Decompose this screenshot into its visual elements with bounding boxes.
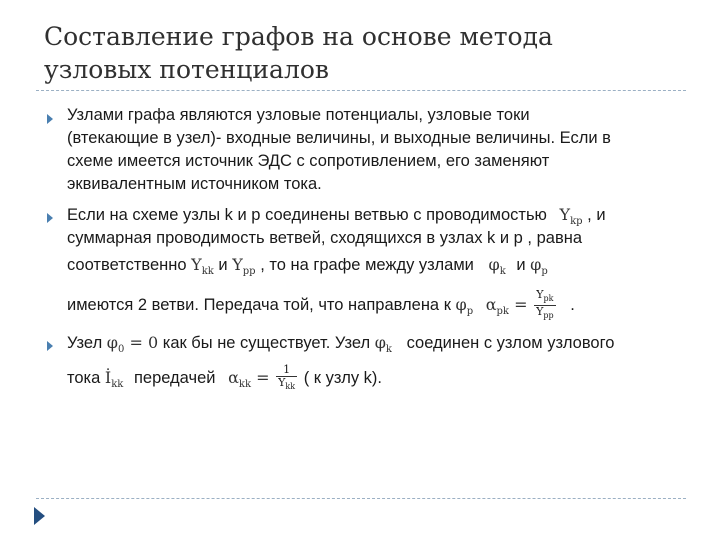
- bullet-2-marker-icon: [47, 213, 53, 223]
- bullet-3-line-1: [67, 331, 614, 361]
- bullet-3-line-1-text-b: как бы не существует. Узел: [162, 334, 371, 352]
- fraction-numerator: $Y_{pk}$: [534, 289, 556, 306]
- bullet-1-line-4: эквивалентным источником тока.: [67, 175, 322, 193]
- bullet-2-line-4: [67, 289, 575, 323]
- formula-phi-p-2: $\varphi_p$: [455, 295, 474, 318]
- formula-ykp: $Y_{kp}$: [559, 205, 583, 228]
- bullet-3-marker-icon: [47, 341, 53, 351]
- bullet-3-line-2: [67, 364, 382, 396]
- slide-title: [44, 20, 684, 86]
- bullet-2-line-2: суммарная проводимость ветвей, сходящихся в узлах k и p , равна: [67, 229, 583, 247]
- bullet-2-line-3-text-b: , то на графе между узлами: [260, 256, 474, 274]
- bullet-3-line-2-text-c: ( к узлу k).: [303, 368, 382, 387]
- formula-phi-p: $\varphi_p$: [530, 255, 548, 278]
- formula-phi-k: $\varphi_k$: [488, 255, 506, 278]
- fraction-numerator: 1: [276, 364, 297, 377]
- formula-alpha-kk: $\alpha_{kk}$ =: [228, 367, 270, 391]
- fraction-denominator: $Y_{pp}$: [536, 305, 554, 321]
- bullet-3-line-2-text-a: тока: [67, 368, 101, 387]
- bullet-2-line-4-text: имеются 2 ветви. Передача той, что направлена к: [67, 296, 451, 315]
- bullet-1-line-2: (втекающие в узел)- входные величины, и выходные величины. Если в: [67, 129, 611, 147]
- bullet-3-line-1-text-a: Узел: [67, 334, 103, 352]
- formula-phi-0: $\varphi_0 = 0$: [106, 333, 159, 356]
- bullet-1-line-3: схеме имеется источник ЭДС с сопротивлением, его заменяют: [67, 152, 550, 170]
- fraction-denominator: $Y_{kk}$: [278, 376, 296, 392]
- bullet-2-line-3-text-a: соответственно: [67, 256, 187, 274]
- formula-ykk: $Y_{kk}$: [191, 255, 214, 278]
- title-line-1: Составление графов на основе метода: [44, 22, 553, 51]
- bullet-2-line-1-end: , и: [587, 206, 606, 224]
- bullet-2-line-3: [67, 253, 548, 283]
- bottom-divider: [36, 498, 686, 499]
- title-line-2: узловых потенциалов: [44, 55, 329, 84]
- formula-alpha-pk: $\alpha_{pk}$ =: [485, 295, 528, 318]
- bullet-1-line-1: Узлами графа являются узловые потенциалы, узловые токи: [67, 106, 530, 124]
- bullet-2-line-4-end: .: [570, 296, 575, 315]
- bullet-3-line-1-text-c: соединен с узлом узлового: [406, 334, 615, 352]
- slide-corner-arrow-icon: [34, 507, 45, 525]
- bullet-2-line-3-and: и: [218, 256, 228, 274]
- fraction-ypk-over-ypp: [534, 289, 556, 322]
- bullet-1-marker-icon: [47, 114, 53, 124]
- formula-ypp: $Y_{pp}$: [232, 255, 256, 278]
- top-divider: [36, 90, 686, 91]
- fraction-1-over-ykk: [276, 364, 297, 393]
- formula-phi-k-2: $\varphi_k$: [374, 333, 392, 356]
- bullet-2-line-3-and-2: и: [516, 256, 526, 274]
- formula-i-kk: $İ_{kk}$: [104, 367, 124, 391]
- bullet-3-line-2-text-b: передачей: [133, 368, 216, 387]
- bullet-2-line-1-text: Если на схеме узлы k и p соединены ветвью с проводимостью: [67, 206, 547, 224]
